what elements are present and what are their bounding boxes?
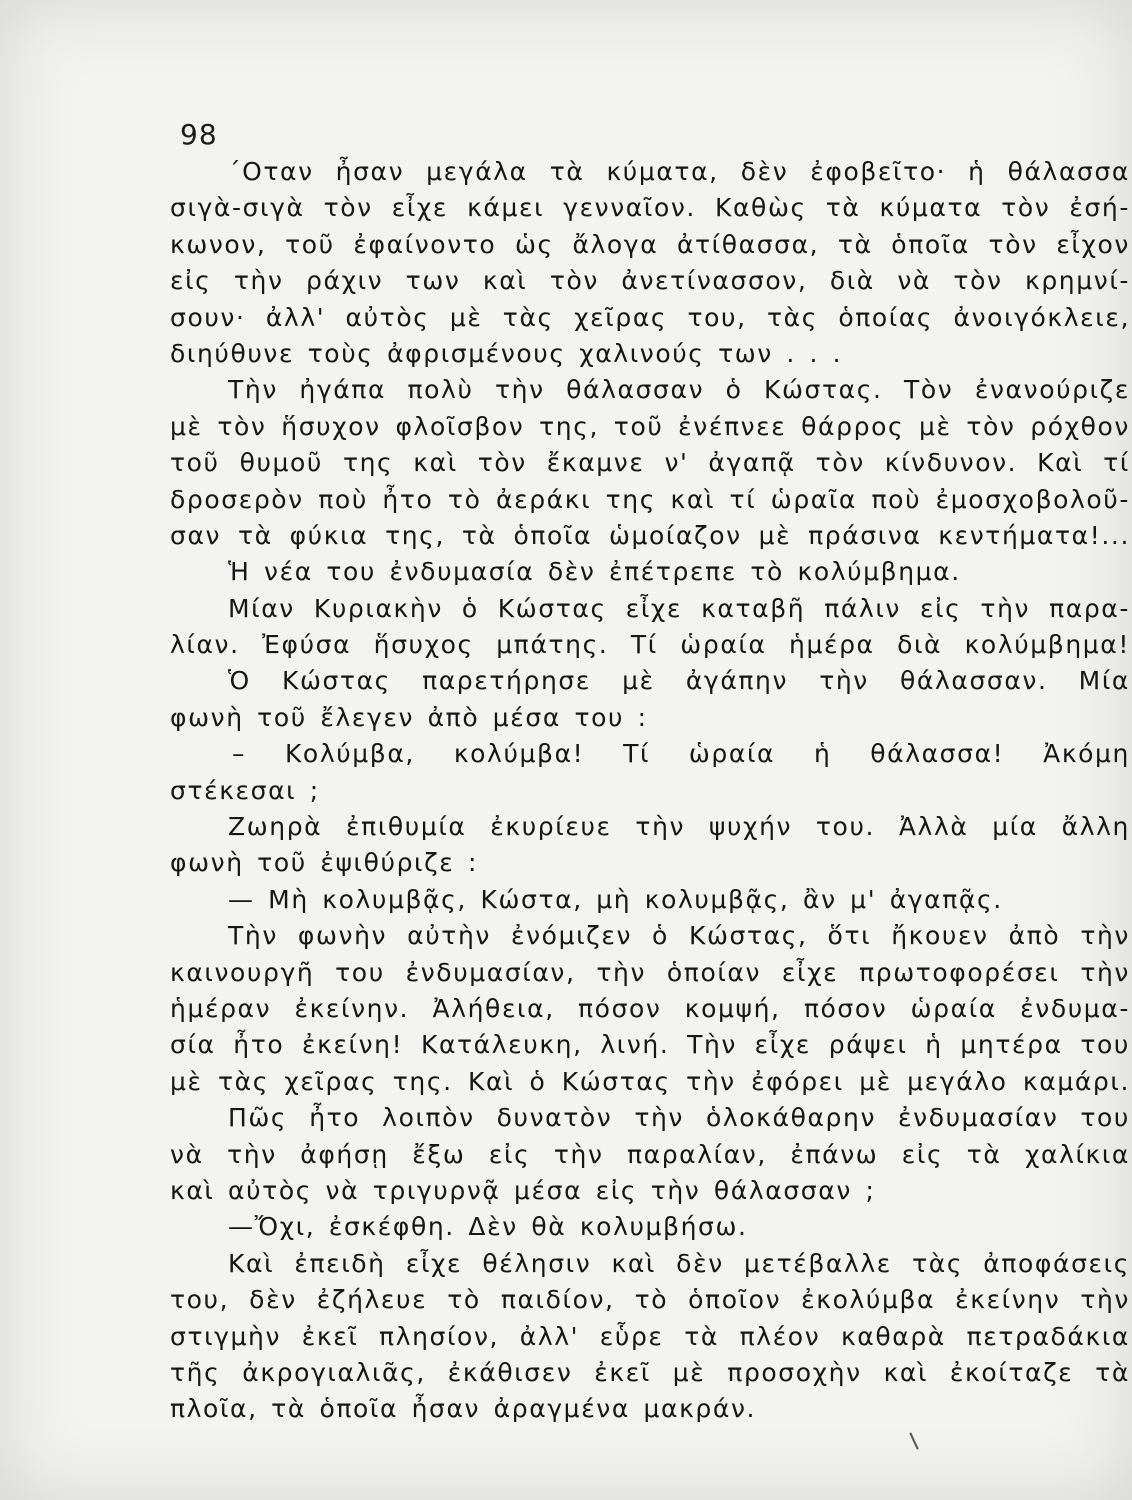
text-line: τῆς ἀκρογιαλιᾶς, ἐκάθισεν ἐκεῖ μὲ προσοχὴν καὶ ἐκοίταζε τὰ bbox=[170, 1357, 1130, 1387]
text-line: — Μὴ κολυμβᾷς, Κώστα, μὴ κολυμβᾷς, ἂν μ' ἀγαπᾷς. bbox=[228, 884, 1003, 914]
text-line: του, δὲν ἐζήλευε τὸ παιδίον, τὸ ὁποῖον ἐκολύμβα ἐκείνην τὴν bbox=[170, 1285, 1130, 1315]
body-text bbox=[170, 154, 1130, 1428]
text-line: Μίαν Κυριακὴν ὁ Κώστας εἶχε καταβῆ πάλιν εἰς τὴν παρα- bbox=[228, 593, 1130, 623]
text-line: – Κολύμβα, κολύμβα! Τί ὡραία ἡ θάλασσα! Ἀκόμη bbox=[232, 739, 1130, 769]
text-line: Τὴν φωνὴν αὐτὴν ἐνόμιζεν ὁ Κώστας, ὅτι ἤκουεν ἀπὸ τὴν bbox=[228, 921, 1130, 951]
text-line: σιγὰ-σιγὰ τὸν εἶχε κάμει γενναῖον. Καθὼς τὰ κύματα τὸν ἐσή- bbox=[170, 193, 1130, 223]
text-line: στέκεσαι ; bbox=[170, 775, 320, 805]
text-line: Πῶς ἦτο λοιπὸν δυνατὸν τὴν ὁλοκάθαρην ἐνδυμασίαν του bbox=[228, 1103, 1130, 1133]
text-line: Ὁ Κώστας παρετήρησε μὲ ἀγάπην τὴν θάλασσαν. Μία bbox=[228, 666, 1130, 696]
text-line: ἡμέραν ἐκείνην. Ἀλήθεια, πόσον κομψή, πόσον ὡραία ἐνδυμα- bbox=[170, 993, 1130, 1023]
text-line: φωνὴ τοῦ ἔλεγεν ἀπὸ μέσα του : bbox=[170, 702, 648, 732]
text-line: καινουργῆ του ἐνδυμασίαν, τὴν ὁποίαν εἶχε πρωτοφορέσει τὴν bbox=[170, 957, 1130, 987]
text-line: —Ὄχι, ἐσκέφθη. Δὲν θὰ κολυμβήσω. bbox=[228, 1212, 748, 1242]
page-number: 98 bbox=[180, 118, 218, 151]
text-line: μὲ τὸν ἥσυχον φλοῖσβον της, τοῦ ἐνέπνεε θάρρος μὲ τὸν ρόχθον bbox=[170, 411, 1130, 441]
text-line: δροσερὸν ποὺ ἦτο τὸ ἀεράκι της καὶ τί ὡραῖα ποὺ ἐμοσχοβολοῦ- bbox=[170, 484, 1130, 514]
text-line: κωνον, τοῦ ἐφαίνοντο ὡς ἄλογα ἀτίθασσα, τὰ ὁποῖα τὸν εἶχον bbox=[170, 229, 1130, 259]
text-line: Τὴν ἠγάπα πολὺ τὴν θάλασσαν ὁ Κώστας. Τὸν ἐνανούριζε bbox=[228, 375, 1130, 405]
text-line: διηύθυνε τοὺς ἀφρισμένους χαλινούς των . . . bbox=[170, 338, 843, 368]
text-line: εἰς τὴν ράχιν των καὶ τὸν ἀνετίνασσον, διὰ νὰ τὸν κρημνί- bbox=[170, 266, 1130, 296]
text-line: σία ἦτο ἐκείνη! Κατάλευκη, λινή. Τὴν εἶχε ράψει ἡ μητέρα του bbox=[170, 1030, 1130, 1060]
text-line: λίαν. Ἐφύσα ἥσυχος μπάτης. Τί ὡραία ἡμέρα διὰ κολύμβημα! bbox=[170, 630, 1130, 660]
text-line: Καὶ ἐπειδὴ εἶχε θέλησιν καὶ δὲν μετέβαλλε τὰς ἀποφάσεις bbox=[228, 1248, 1130, 1278]
text-line: σαν τὰ φύκια της, τὰ ὁποῖα ὡμοίαζον μὲ πράσινα κεντήματα!... bbox=[170, 520, 1130, 550]
text-line: τοῦ θυμοῦ της καὶ τὸν ἔκαμνε ν' ἀγαπᾷ τὸν κίνδυνον. Καὶ τί bbox=[170, 448, 1130, 478]
text-line: καὶ αὐτὸς νὰ τριγυρνᾷ μέσα εἰς τὴν θάλασσαν ; bbox=[170, 1175, 876, 1205]
text-line: πλοῖα, τὰ ὁποῖα ἦσαν ἀραγμένα μακράν. bbox=[170, 1394, 757, 1424]
text-line: στιγμὴν ἐκεῖ πλησίον, ἀλλ' εὗρε τὰ πλέον καθαρὰ πετραδάκια bbox=[170, 1321, 1130, 1351]
stray-mark bbox=[909, 1432, 918, 1449]
text-line: Ζωηρὰ ἐπιθυμία ἐκυρίευε τὴν ψυχήν του. Ἀλλὰ μία ἄλλη bbox=[228, 812, 1130, 842]
text-line: ΄Οταν ἦσαν μεγάλα τὰ κύματα, δὲν ἐφοβεῖτο· ἡ θάλασσα bbox=[228, 157, 1130, 186]
text-line: φωνὴ τοῦ ἐψιθύριζε : bbox=[170, 848, 478, 878]
text-line: Ἡ νέα του ἐνδυμασία δὲν ἐπέτρεπε τὸ κολύμβημα. bbox=[228, 557, 961, 587]
text-line: σουν· ἀλλ' αὐτὸς μὲ τὰς χεῖρας του, τὰς ὁποίας ἀνοιγόκλειε, bbox=[170, 302, 1130, 332]
text-line: νὰ τὴν ἀφήσῃ ἔξω εἰς τὴν παραλίαν, ἐπάνω εἰς τὰ χαλίκια bbox=[170, 1139, 1130, 1169]
text-line: μὲ τὰς χεῖρας της. Καὶ ὁ Κώστας τὴν ἐφόρει μὲ μεγάλο καμάρι. bbox=[170, 1066, 1130, 1096]
